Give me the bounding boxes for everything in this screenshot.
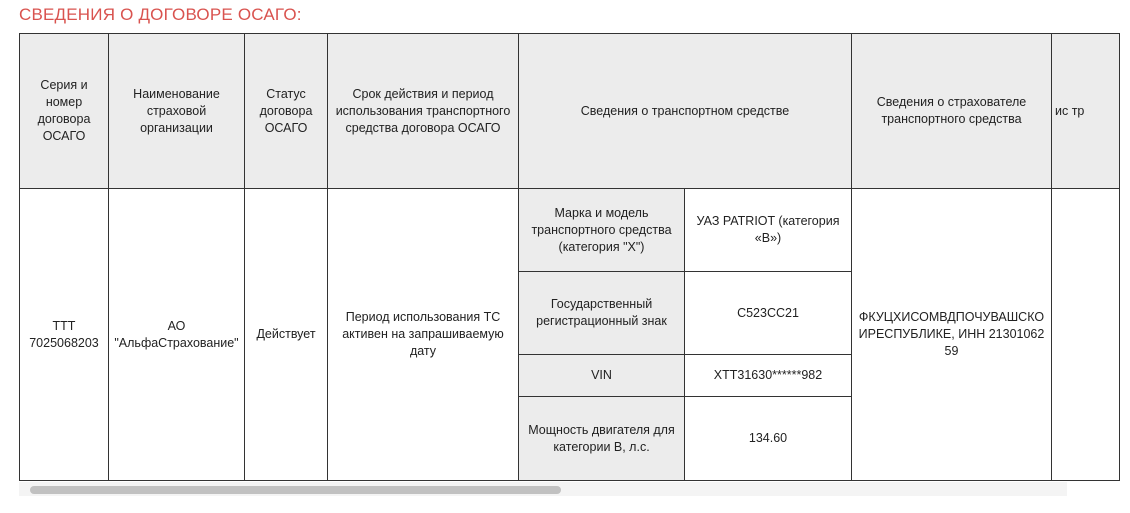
cell-owner-partial (1052, 189, 1120, 481)
table-header-row (20, 34, 1120, 189)
cell-period: Период использования ТС активен на запрашиваемую дату (328, 189, 519, 481)
scrollbar-thumb[interactable] (30, 486, 561, 494)
section-heading: СВЕДЕНИЯ О ДОГОВОРЕ ОСАГО: (19, 5, 302, 24)
header-insurer: Наименование страховой организации (109, 34, 245, 189)
header-status: Статус договора ОСАГО (245, 34, 328, 189)
cell-status: Действует (245, 189, 328, 481)
header-period: Срок действия и период использования транспортного средства договора ОСАГО (328, 34, 519, 189)
osago-table-container[interactable] (19, 33, 1085, 482)
header-series: Серия и номер договора ОСАГО (20, 34, 109, 189)
cell-policyholder: ФКУЦХИСОМВДПОЧУВАШСКОИРЕСПУБЛИКЕ, ИНН 2130106259 (852, 189, 1052, 481)
vehicle-vin-label: VIN (519, 355, 685, 397)
vehicle-plate-value: С523СС21 (685, 272, 852, 355)
vehicle-make-value: УАЗ PATRIOT (категория «B») (685, 189, 852, 272)
horizontal-scrollbar[interactable] (19, 482, 1067, 496)
vehicle-vin-value: XTT31630******982 (685, 355, 852, 397)
header-policyholder: Сведения о страхователе транспортного средства (852, 34, 1052, 189)
vehicle-plate-label: Государственный регистрационный знак (519, 272, 685, 355)
vehicle-make-label: Марка и модель транспортного средства (категория "X") (519, 189, 685, 272)
vehicle-power-value: 134.60 (685, 397, 852, 481)
osago-contract-table (19, 33, 1120, 481)
header-owner-partial: ис тр (1052, 34, 1120, 189)
header-vehicle: Сведения о транспортном средстве (519, 34, 852, 189)
table-row (20, 189, 1120, 272)
cell-insurer: АО "АльфаСтрахование" (109, 189, 245, 481)
vehicle-power-label: Мощность двигателя для категории B, л.с. (519, 397, 685, 481)
cell-series: ТТТ 7025068203 (20, 189, 109, 481)
